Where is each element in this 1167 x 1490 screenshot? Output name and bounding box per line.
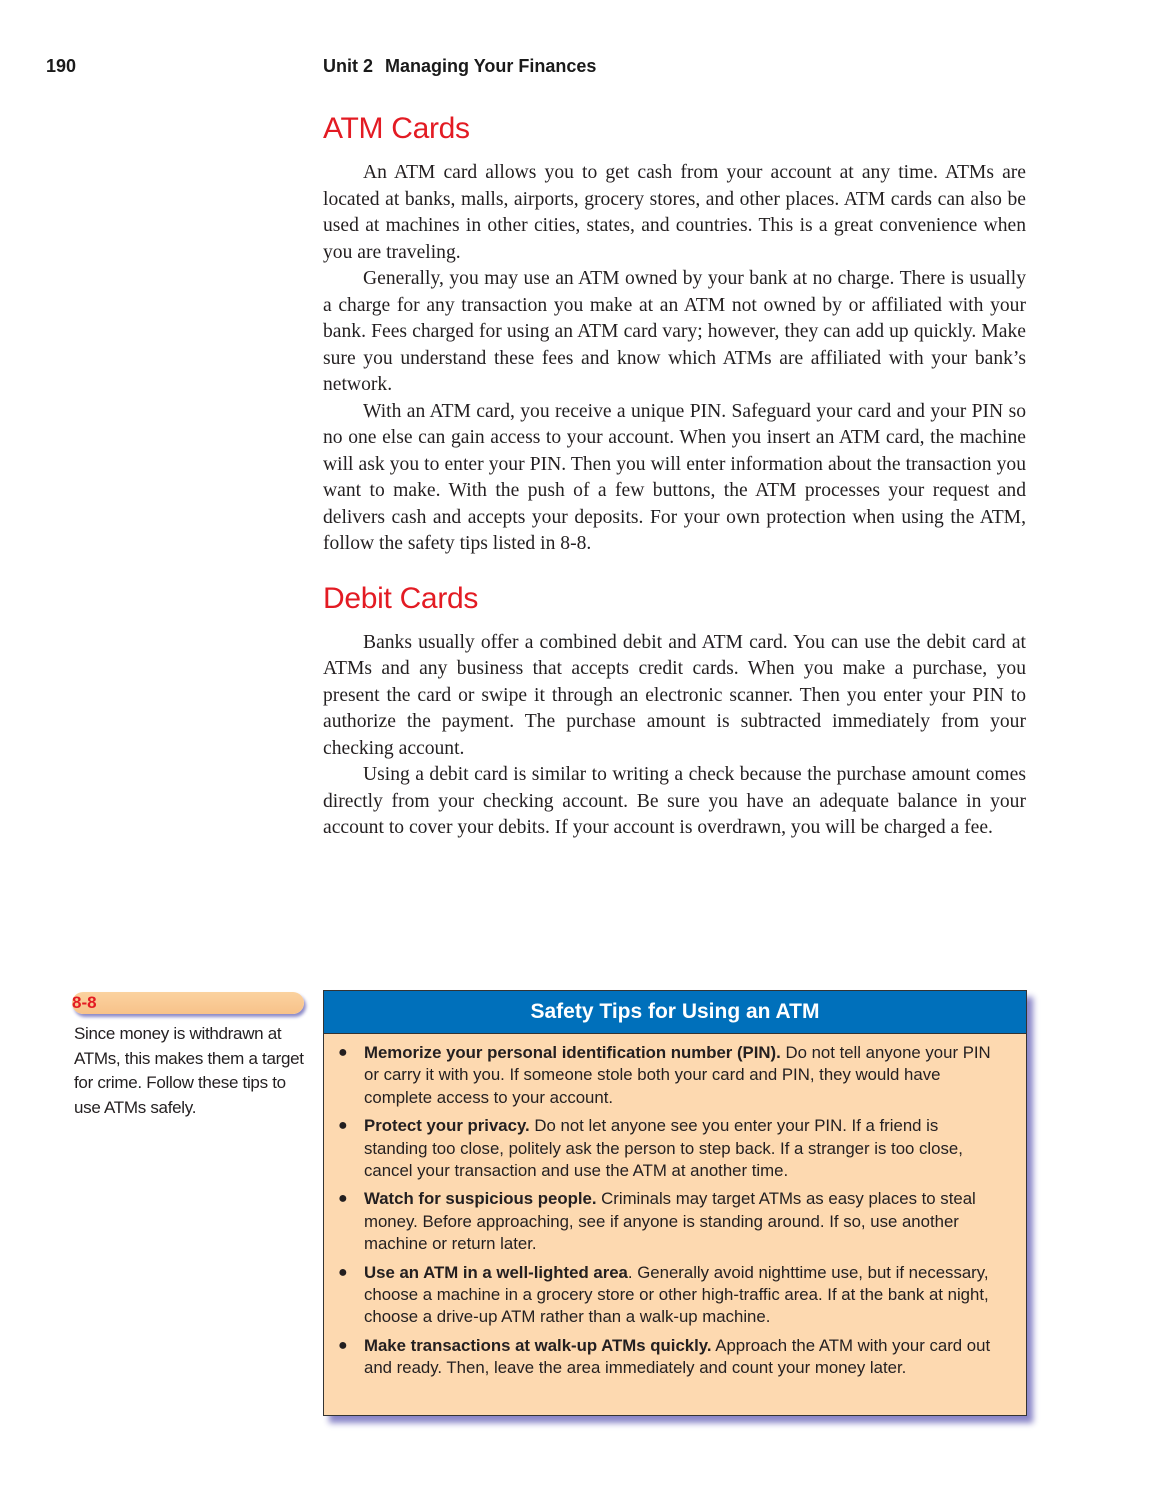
- tip-item: [338, 1042, 1006, 1109]
- tip-heading: Use an ATM in a well-lighted area: [364, 1262, 628, 1282]
- tip-item: [338, 1335, 1006, 1380]
- figure-number: 8-8: [72, 993, 97, 1012]
- paragraph: Banks usually offer a combined debit and ATM card. You can use the debit card at ATMs and any business that accepts credit cards. When you make a purchase, you present the card or swipe it through an electronic scanner. Then you enter your PIN to authorize the payment. The purchase amount is subtracted immediately from your checking account.: [323, 631, 1026, 759]
- running-header: [323, 56, 596, 77]
- section-debit-cards: [323, 582, 1026, 842]
- tip-heading: Memorize your personal identification number (PIN).: [364, 1043, 781, 1062]
- tip-heading: Make transactions at walk-up ATMs quickly.: [364, 1335, 712, 1355]
- paragraph: With an ATM card, you receive a unique PIN. Safeguard your card and your PIN so no one else can gain access to your account. When you insert an ATM card, the machine will ask you to enter your PIN. Then you will enter information about the transaction you want to make. With the push of a few buttons, the ATM processes your request and delivers cash and accepts your deposits. For your own protection when using the ATM, follow the safety tips listed in 8-8.: [323, 400, 1026, 554]
- paragraph: Using a debit card is similar to writing a check because the purchase amount comes directly from your checking account. Be sure you have an adequate balance in your account to cover your debits. If your account is overdrawn, you will be charged a fee.: [323, 764, 1026, 838]
- bullet-icon: ●: [338, 1044, 348, 1061]
- tip-text: . Generally avoid nighttime use, but if necessary, choose a machine in a grocery store or other high-traffic area. If at the bank at night, choose a drive-up ATM rather than a walk-up machine.: [364, 1262, 989, 1327]
- tip-text: Approach the ATM with your card out and ready. Then, leave the area immediately and count your money later.: [364, 1335, 991, 1378]
- tip-item: [338, 1262, 1006, 1329]
- figure-label-tab: [72, 992, 304, 1014]
- section-title: Debit Cards: [323, 581, 479, 615]
- tips-list: [324, 1034, 1026, 1380]
- main-content: [323, 112, 1026, 842]
- paragraph: An ATM card allows you to get cash from your account at any time. ATMs are located at banks, malls, airports, grocery stores, and other places. ATM cards can also be used at machines in other cities, states, and countries. This is a great convenience when you are traveling.: [323, 162, 1026, 263]
- section-atm-cards: [323, 112, 1026, 558]
- tip-item: [338, 1188, 1006, 1255]
- tips-box-title: Safety Tips for Using an ATM: [324, 991, 1026, 1034]
- page-number: 190: [46, 56, 77, 76]
- bullet-icon: ●: [338, 1336, 348, 1354]
- bullet-icon: ●: [338, 1263, 348, 1281]
- tip-heading: Protect your privacy.: [364, 1116, 530, 1136]
- unit-title: Managing Your Finances: [385, 56, 597, 76]
- unit-label: Unit 2: [323, 56, 374, 76]
- safety-tips-box: [323, 990, 1027, 1416]
- bullet-icon: ●: [338, 1190, 348, 1208]
- tip-heading: Watch for suspicious people.: [364, 1189, 597, 1209]
- tip-item: [338, 1115, 1006, 1182]
- section-title: ATM Cards: [323, 112, 470, 145]
- figure-caption: Since money is withdrawn at ATMs, this makes them a target for crime. Follow these tips to use ATMs safely.: [74, 1024, 304, 1117]
- bullet-icon: ●: [338, 1117, 348, 1135]
- paragraph: Generally, you may use an ATM owned by your bank at no charge. There is usually a charge for any transaction you make at an ATM not owned by or affiliated with your bank. Fees charged for using an ATM card vary; however, they can add up quickly. Make sure you understand these fees and know which ATMs are affiliated with your bank’s network.: [323, 268, 1026, 395]
- tip-text: Criminals may target ATMs as easy places to steal money. Before approaching, see if anyone is standing around. If so, use another machine or return later.: [364, 1189, 976, 1254]
- tip-text: Do not let anyone see you enter your PIN. If a friend is standing too close, politely ask the person to step back. If a stranger is too close, cancel your transaction and use the ATM at another time.: [364, 1116, 963, 1181]
- tip-text: Do not tell anyone your PIN or carry it with you. If someone stole both your card and PIN, they would have complete access to your account.: [364, 1043, 991, 1107]
